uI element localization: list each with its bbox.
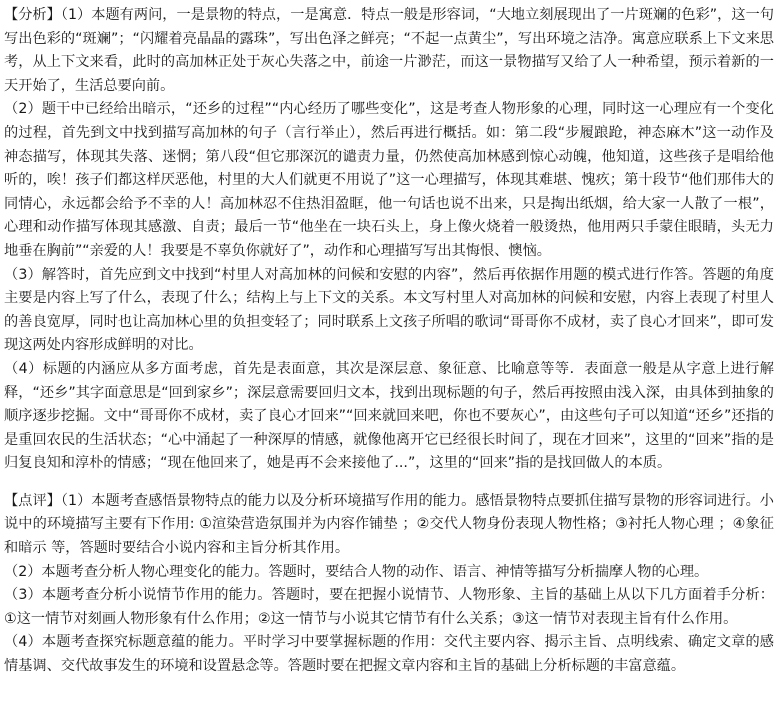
review-paragraph-4: （4）本题考查探究标题意蕴的能力。平时学习中要掌握标题的作用：交代主要内容、揭示主旨、点明线索、确定文章的感情基调、交代故事发生的环境和设置悬念等。答题时要在把握文章内容和主旨的基础上分析标题的丰富意蕴。 xyxy=(4,634,774,675)
review-paragraph-1: 【点评】（1）本题考查感悟景物特点的能力以及分析环境描写作用的能力。感悟景物特点要抓住描写景物的形容词进行。小说中的环境描写主要有下作用: ①渲染营造氛围并为内容作铺垫 ；②交代人物身份表现人物性格；③衬托人物心理 ；④象征和暗示 等，答题时要结合小说内容和主旨分析其作用。 xyxy=(4,492,774,557)
section-gap xyxy=(4,476,774,490)
analysis-paragraph-4: （4）标题的内涵应从多方面考虑，首先是表面意，其次是深层意、象征意、比喻意等等．表面意一般是从字意上进行解释，“还乡”其字面意思是“回到家乡”；深层意需要回归文本，找到出现标题的句子，然后再按照由浅入深，由具体到抽象的顺序逐步挖掘。文中“哥哥你不成材，卖了良心才回来”“回来就回来吧，你也不要灰心”，由这些句子可以知道“还乡”还指的是重回农民的生活状态；“心中涌起了一种深厚的情感，就像他离开它已经很长时间了，现在才回来”，这里的“回来”指的是归复良知和淳朴的情感；“现在他回来了，她是再不会来接他了...”，这里的“回来”指的是找回做人的本质。 xyxy=(4,360,774,472)
analysis-paragraph-2: （2）题干中已经给出暗示，“还乡的过程”“内心经历了哪些变化”，这是考查人物形象的心理，同时这一心理应有一个变化的过程，首先到文中找到描写高加林的句子（言行举止），然后再进行概括。如：第二段“步履踉跄，神态麻木”这一动作及神态描写，体现其失落、迷惘；第八段“但它那深沉的谴责力量，仍然使高加林感到惊心动魄，他知道，这些孩子是唱给他听的，唉！孩子们都这样厌恶他，村里的大人们就更不用说了”这一心理描写，体现其难堪、愧疚；第十段节“他们那伟大的同情心，永远都会给予不幸的人！高加林忍不住热泪盈眶，他一句话也说不出来，只是掏出纸烟，给大家一人散了一根”，心理和动作描写体现其感激、自责；最后一节“他坐在一块石头上，身上像火烧着一般烫热，他用两只手蒙住眼睛，头无力地垂在胸前”“亲爱的人！我要是不辜负你就好了”，动作和心理描写写出其悔恨、懊恼。 xyxy=(4,101,774,259)
review-paragraph-2: （2）本题考查分析人物心理变化的能力。答题时，要结合人物的动作、语言、神情等描写分析揣摩人物的心理。 xyxy=(4,563,709,580)
analysis-paragraph-1: 【分析】（1）本题有两问，一是景物的特点，一是寓意．特点一般是形容词，“大地立刻展现出了一片斑斓的色彩”，这一句写出色彩的“斑斓”；“闪耀着亮晶晶的露珠”，写出色泽之鲜亮；“不起一点黄尘”，写出环境之洁净。寓意应联系上下文来思考，从上下文来看，此时的高加林正处于灰心失落之中，前途一片渺茫，而这一景物描写又给了人一种希望，预示着新的一天开始了，生活总要向前。 xyxy=(4,7,774,94)
review-paragraph-3: （3）本题考查分析小说情节作用的能力。答题时，要在把握小说情节、人物形象、主旨的基础上从以下几方面着手分析：①这一情节对刻画人物形象有什么作用；②这一情节与小说其它情节有什么关系；③这一情节对表现主旨有什么作用。 xyxy=(4,587,774,627)
analysis-paragraph-3: （3）解答时，首先应到文中找到“村里人对高加林的问候和安慰的内容”，然后再依据作用题的模式进行作答。答题的角度主要是内容上写了什么，表现了什么；结构上与上下文的关系。本文写村里人对高加林的问候和安慰，内容上表现了村里人的善良宽厚，同时也让高加林心里的负担变轻了；同时联系上文孩子所唱的歌词“哥哥你不成材，卖了良心才回来”，即可发现这两处内容形成鲜明的对比。 xyxy=(4,266,774,354)
